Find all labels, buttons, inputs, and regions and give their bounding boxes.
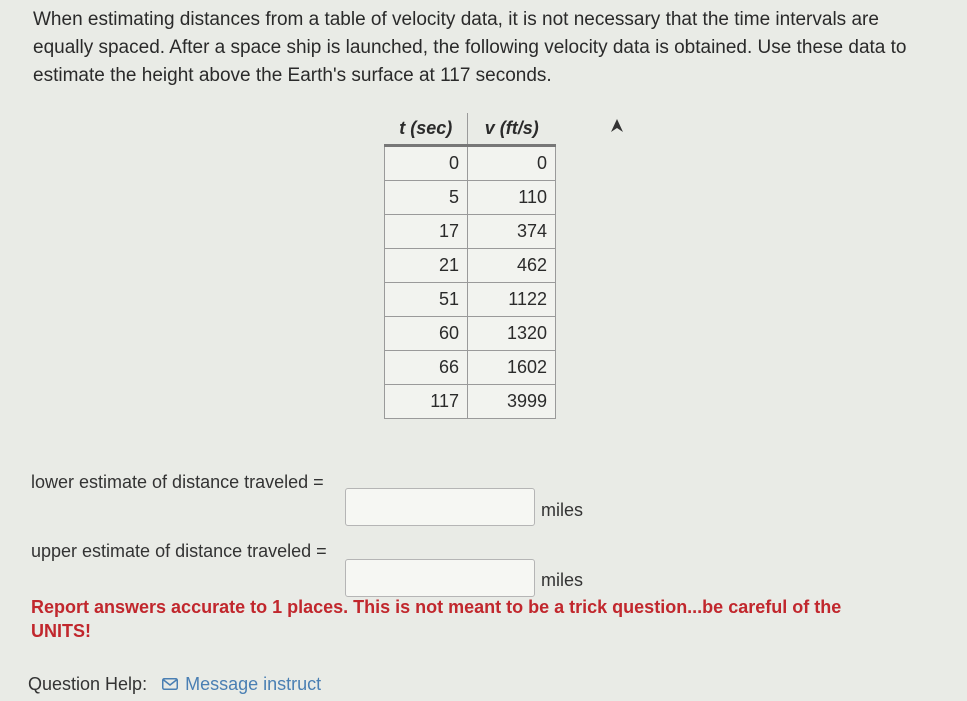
table-row <box>385 146 556 181</box>
table-row <box>385 283 556 317</box>
question-help <box>28 674 321 695</box>
upper-estimate-input[interactable] <box>345 559 535 597</box>
velocity-cell: 374 <box>468 215 556 249</box>
velocity-cell: 3999 <box>468 385 556 419</box>
time-cell: 51 <box>385 283 468 317</box>
envelope-icon <box>162 678 178 690</box>
time-column-header: t (sec) <box>385 113 468 146</box>
cursor-arrow-icon <box>610 118 624 134</box>
velocity-cell: 1122 <box>468 283 556 317</box>
table-row <box>385 215 556 249</box>
report-instructions: Report answers accurate to 1 places. This is not meant to be a trick question...be careful of the UNITS! <box>31 597 842 641</box>
table-row <box>385 385 556 419</box>
time-cell: 117 <box>385 385 468 419</box>
table-row <box>385 181 556 215</box>
table-row <box>385 351 556 385</box>
velocity-cell: 1320 <box>468 317 556 351</box>
velocity-cell: 110 <box>468 181 556 215</box>
velocity-cell: 0 <box>468 146 556 181</box>
table-row <box>385 317 556 351</box>
time-cell: 5 <box>385 181 468 215</box>
velocity-cell: 462 <box>468 249 556 283</box>
problem-statement: When estimating distances from a table of velocity data, it is not necessary that the time intervals are equally spaced. After a space ship is launched, the following velocity data is obtained. Use these data to estimate the height above the Earth's surface at 117 seconds. <box>33 9 907 86</box>
time-cell: 17 <box>385 215 468 249</box>
lower-unit-label: miles <box>541 500 584 520</box>
velocity-cell: 1602 <box>468 351 556 385</box>
time-cell: 60 <box>385 317 468 351</box>
velocity-table <box>384 113 556 419</box>
time-cell: 21 <box>385 249 468 283</box>
time-cell: 66 <box>385 351 468 385</box>
question-help-label: Question Help: <box>28 674 148 694</box>
upper-estimate-label: upper estimate of distance traveled = <box>31 541 327 561</box>
table-row <box>385 249 556 283</box>
lower-estimate-label: lower estimate of distance traveled = <box>31 472 324 492</box>
velocity-column-header: v (ft/s) <box>468 113 556 146</box>
upper-unit-label: miles <box>541 570 584 590</box>
lower-estimate-input[interactable] <box>345 488 535 526</box>
message-instructor-link[interactable]: Message instruct <box>185 674 322 694</box>
time-cell: 0 <box>385 146 468 181</box>
